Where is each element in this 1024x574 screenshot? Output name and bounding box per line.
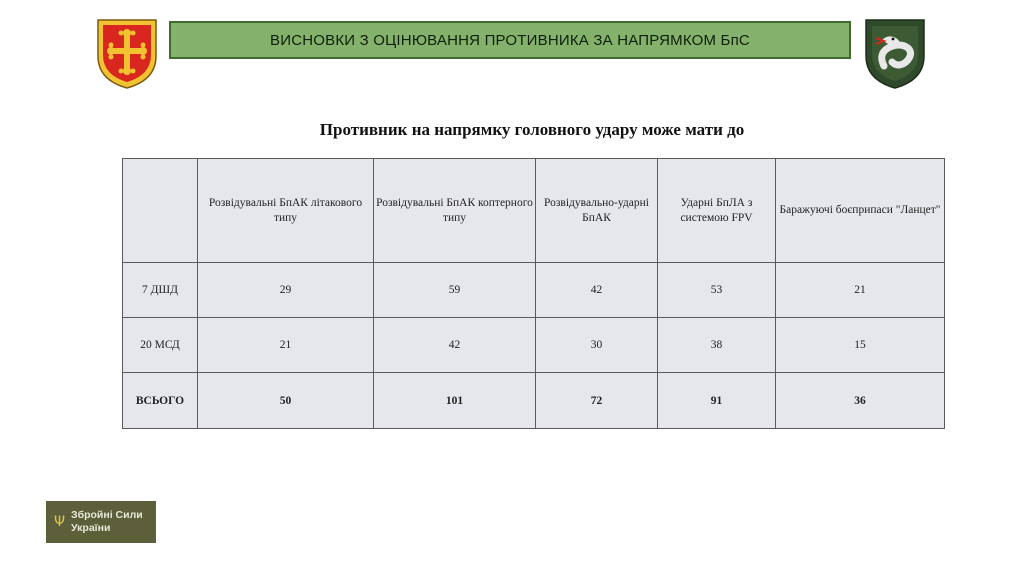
title-bar [169, 21, 851, 59]
table-row [123, 318, 945, 373]
header-cell-empty [123, 159, 198, 263]
table-row [123, 263, 945, 318]
table-cell: 15 [776, 318, 945, 373]
green-shield-snake-icon [864, 18, 926, 90]
table-header-row [123, 159, 945, 263]
red-shield-cross-icon [96, 18, 158, 90]
data-table [122, 158, 945, 429]
table-cell: 101 [374, 373, 536, 429]
table-cell: 91 [658, 373, 776, 429]
page-title: ВИСНОВКИ З ОЦІНЮВАННЯ ПРОТИВНИКА ЗА НАПРЯМКОМ БпС [270, 31, 750, 49]
header-cell-recon-copter: Розвідувальні БпАК коптерного типу [374, 159, 536, 263]
row-label: ВСЬОГО [123, 373, 198, 429]
table-total-row [123, 373, 945, 429]
table-cell: 38 [658, 318, 776, 373]
armed-forces-badge [46, 501, 156, 543]
table-cell: 59 [374, 263, 536, 318]
table-cell: 30 [536, 318, 658, 373]
row-label: 20 МСД [123, 318, 198, 373]
header-cell-lancet: Баражуючі боєприпаси "Ланцет" [776, 159, 945, 263]
table-cell: 21 [198, 318, 374, 373]
table-cell: 42 [374, 318, 536, 373]
table-cell: 42 [536, 263, 658, 318]
header-cell-fpv: Ударні БпЛА з системою FPV [658, 159, 776, 263]
row-label: 7 ДШД [123, 263, 198, 318]
table-cell: 72 [536, 373, 658, 429]
badge-line1: Збройні Сили [71, 509, 143, 521]
table-cell: 21 [776, 263, 945, 318]
header-cell-recon-plane: Розвідувальні БпАК літакового типу [198, 159, 374, 263]
table-cell: 53 [658, 263, 776, 318]
table-cell: 29 [198, 263, 374, 318]
table-caption: Противник на напрямку головного удару може мати до [319, 120, 745, 139]
table-cell: 36 [776, 373, 945, 429]
badge-line2: України [71, 522, 111, 534]
trident-icon: Ψ [54, 514, 66, 530]
table-cell: 50 [198, 373, 374, 429]
header-cell-recon-strike: Розвідувально-ударні БпАК [536, 159, 658, 263]
